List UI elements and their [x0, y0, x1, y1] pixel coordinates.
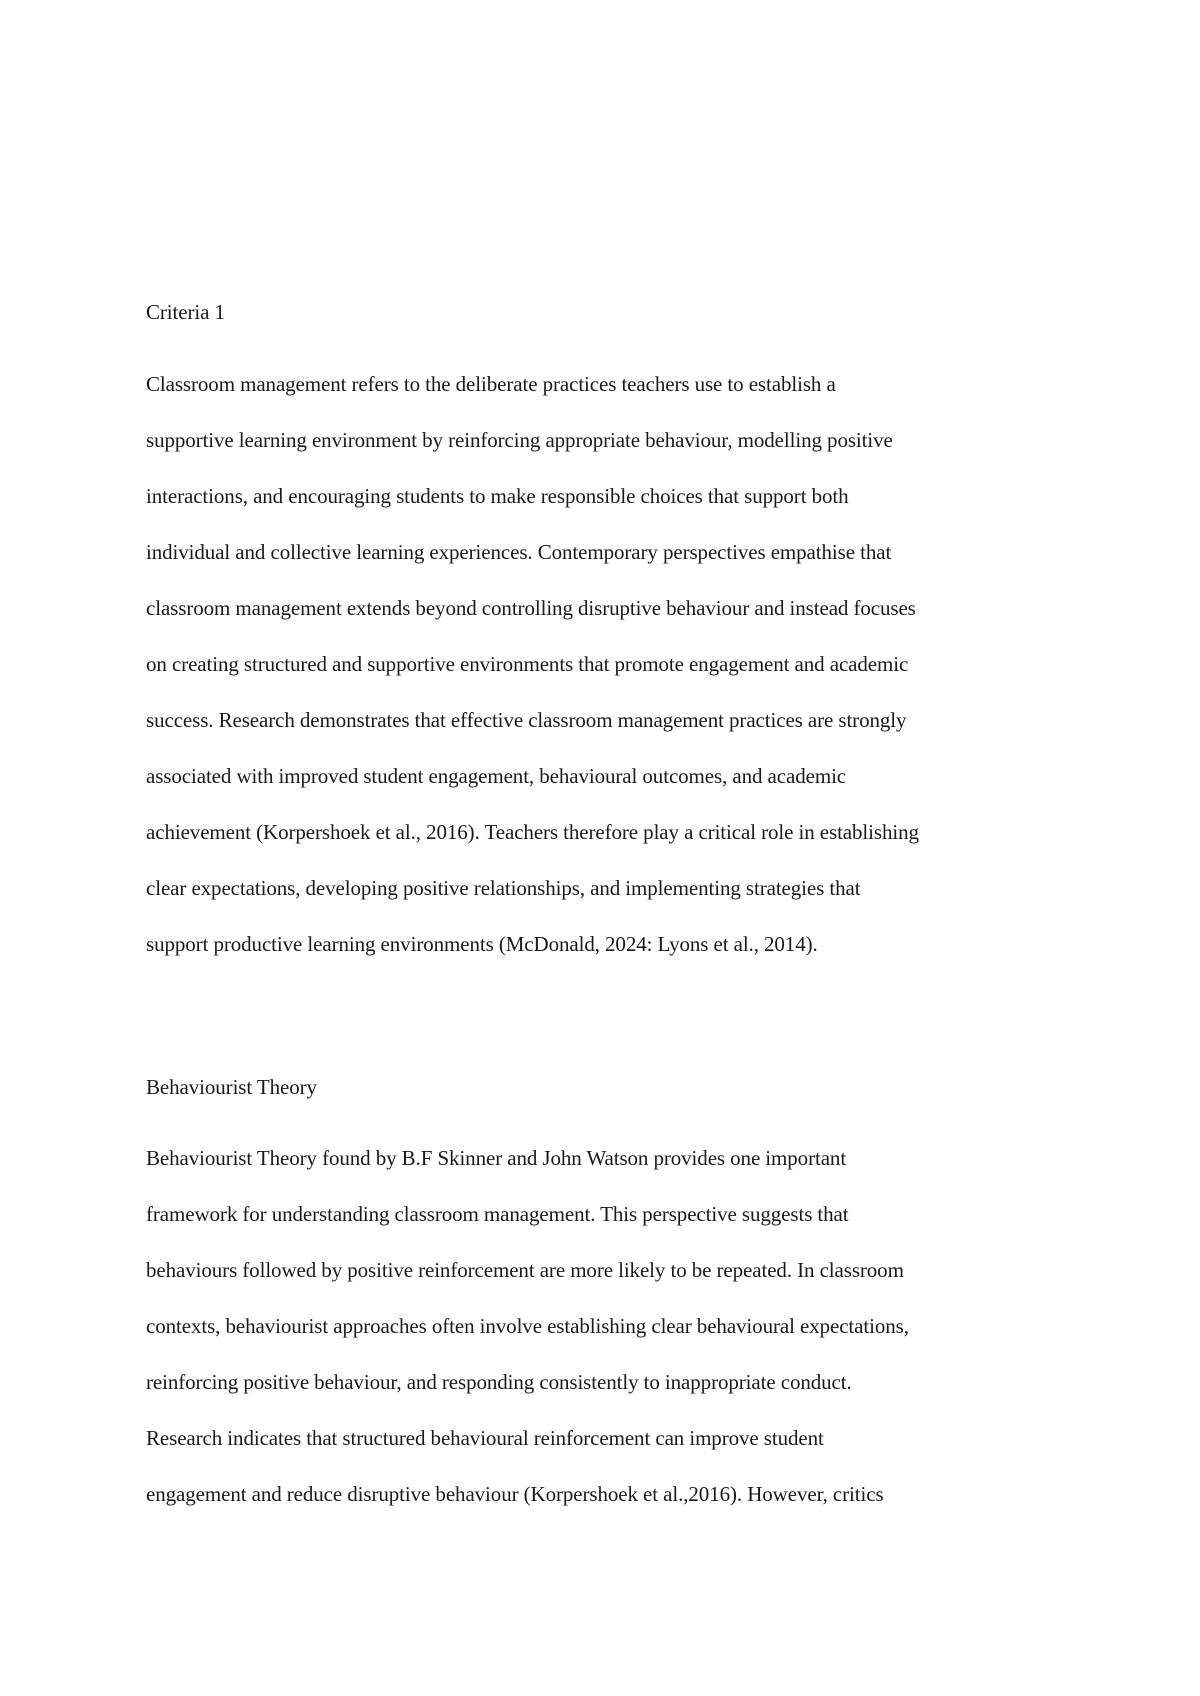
paragraph-line: contexts, behaviourist approaches often involve establishing clear behavioural expectations,	[146, 1314, 909, 1338]
paragraph-line: Behaviourist Theory found by B.F Skinner and John Watson provides one important	[146, 1146, 847, 1170]
paragraph-line: interactions, and encouraging students to make responsible choices that support both	[146, 484, 849, 508]
paragraph-line: support productive learning environments (McDonald, 2024: Lyons et al., 2014).	[146, 932, 818, 956]
paragraph-line: framework for understanding classroom management. This perspective suggests that	[146, 1202, 849, 1226]
paragraph-line: behaviours followed by positive reinforcement are more likely to be repeated. In classroom	[146, 1258, 904, 1282]
paragraph-line: Classroom management refers to the deliberate practices teachers use to establish a	[146, 372, 836, 396]
paragraph-line: on creating structured and supportive environments that promote engagement and academic	[146, 652, 909, 676]
paragraph-line: clear expectations, developing positive relationships, and implementing strategies that	[146, 876, 861, 900]
paragraph-line: engagement and reduce disruptive behaviour (Korpershoek et al.,2016). However, critics	[146, 1482, 884, 1506]
paragraph-line: achievement (Korpershoek et al., 2016). Teachers therefore play a critical role in establishing	[146, 820, 919, 844]
paragraph-line: Research indicates that structured behavioural reinforcement can improve student	[146, 1426, 824, 1450]
section-heading-behaviourist-theory: Behaviourist Theory	[146, 1075, 317, 1099]
paragraph-line: supportive learning environment by reinforcing appropriate behaviour, modelling positive	[146, 428, 893, 452]
paragraph-line: individual and collective learning experiences. Contemporary perspectives empathise that	[146, 540, 892, 564]
section-heading-criteria: Criteria 1	[146, 300, 225, 324]
paragraph-line: reinforcing positive behaviour, and responding consistently to inappropriate conduct.	[146, 1370, 852, 1394]
paragraph-line: classroom management extends beyond controlling disruptive behaviour and instead focuses	[146, 596, 916, 620]
paragraph-line: success. Research demonstrates that effective classroom management practices are strongly	[146, 708, 907, 732]
paragraph-line: associated with improved student engagement, behavioural outcomes, and academic	[146, 764, 847, 788]
